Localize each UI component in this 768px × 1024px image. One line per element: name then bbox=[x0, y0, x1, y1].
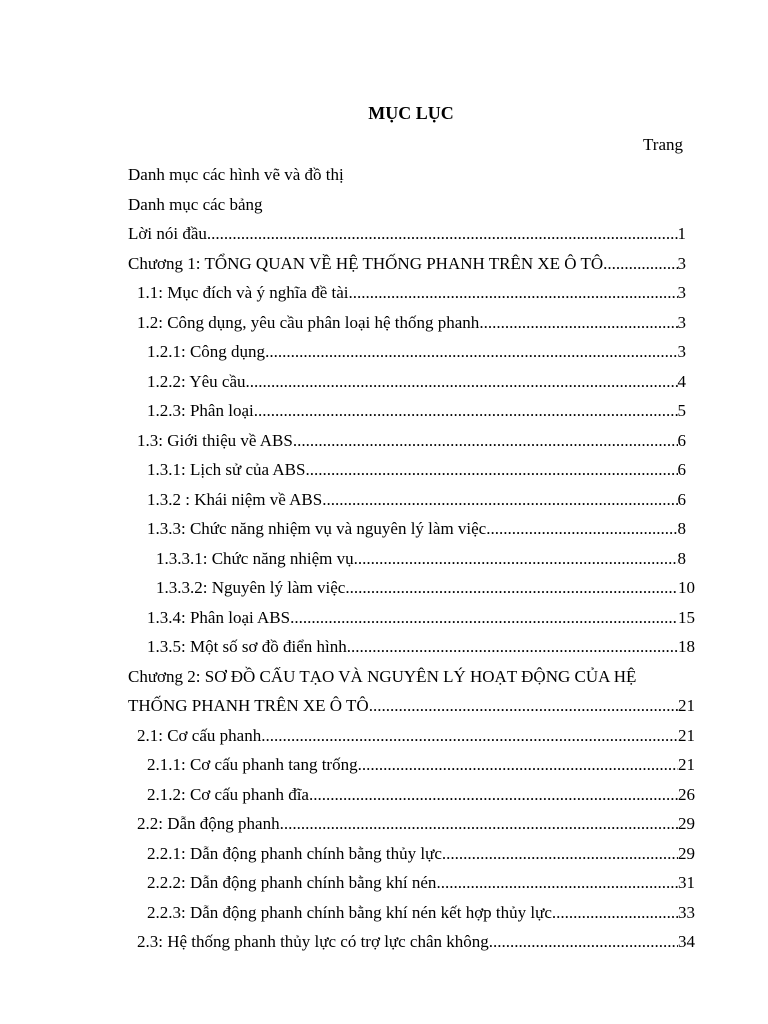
toc-page-number: 21 bbox=[678, 696, 695, 715]
toc-page-number: 33 bbox=[678, 902, 695, 922]
toc-dot-leader bbox=[345, 577, 678, 599]
toc-entry bbox=[0, 223, 686, 253]
toc-dot-leader bbox=[442, 843, 678, 865]
toc-dot-leader bbox=[552, 902, 678, 924]
toc-entry-title: 1.3: Giới thiệu về ABS bbox=[137, 430, 293, 450]
toc-dot-leader bbox=[261, 725, 678, 747]
toc-entry bbox=[0, 312, 686, 342]
toc-page-number: 4 bbox=[677, 371, 686, 391]
toc-dot-leader bbox=[322, 489, 677, 511]
toc-entry bbox=[0, 666, 768, 696]
toc-entry bbox=[0, 843, 695, 873]
toc-entry bbox=[0, 518, 686, 548]
toc-page-number: 29 bbox=[678, 814, 695, 833]
toc-dot-leader bbox=[309, 784, 678, 806]
toc-entry bbox=[0, 725, 695, 755]
toc-entry-title: 1.2: Công dụng, yêu cầu phân loại hệ thống phanh bbox=[137, 312, 480, 332]
toc-entry-title: 1.2.1: Công dụng bbox=[147, 342, 266, 361]
toc-dot-leader bbox=[354, 548, 678, 570]
toc-entry bbox=[0, 695, 695, 725]
toc-entry-title: 1.2.2: Yêu cầu bbox=[147, 371, 246, 391]
toc-page-number: 6 bbox=[677, 430, 686, 450]
toc-dot-leader bbox=[290, 607, 678, 629]
toc-page-number: 8 bbox=[677, 519, 686, 538]
toc-dot-leader bbox=[265, 341, 677, 363]
toc-page-number: 29 bbox=[678, 843, 695, 863]
toc-entry-title: 1.3.2 : Khái niệm về ABS bbox=[147, 489, 323, 509]
toc-page-number: 15 bbox=[678, 607, 695, 627]
toc-page-number: 8 bbox=[677, 548, 686, 568]
toc-entry-title: 1.3.3.1: Chức năng nhiệm vụ bbox=[156, 548, 354, 568]
toc-dot-leader bbox=[369, 695, 678, 717]
toc-entry-title: Chương 1: TỔNG QUAN VỀ HỆ THỐNG PHANH TRÊN XE Ô TÔ bbox=[128, 253, 604, 273]
toc-entry-title: 2.1.1: Cơ cấu phanh tang trống bbox=[147, 755, 358, 774]
toc-page-number: 3 bbox=[677, 342, 686, 361]
toc-dot-leader bbox=[207, 223, 678, 245]
toc-entry bbox=[0, 164, 768, 194]
toc-entry bbox=[0, 754, 695, 784]
toc-entry bbox=[0, 489, 686, 519]
toc-page-number: 3 bbox=[677, 312, 686, 332]
toc-page-number: 26 bbox=[678, 784, 695, 804]
toc-entry-title: Lời nói đầu bbox=[128, 224, 207, 243]
toc-page-number: 1 bbox=[677, 224, 686, 243]
toc-dot-leader bbox=[347, 636, 678, 658]
toc-entry-title: 2.2: Dẫn động phanh bbox=[137, 814, 280, 833]
toc-entry bbox=[0, 931, 695, 961]
toc-page-number: 21 bbox=[678, 755, 695, 774]
toc-page-number: 3 bbox=[677, 283, 686, 302]
toc-page-number: 31 bbox=[678, 873, 695, 892]
toc-entry bbox=[0, 636, 695, 666]
toc-entry-title: 1.3.3.2: Nguyên lý làm việc bbox=[156, 578, 346, 597]
toc-entry bbox=[0, 194, 768, 224]
toc-entry-title: 2.1: Cơ cấu phanh bbox=[137, 725, 262, 745]
toc-entry-title: 2.3: Hệ thống phanh thủy lực có trợ lực chân không bbox=[137, 932, 489, 951]
toc-entry bbox=[0, 577, 695, 607]
toc-dot-leader bbox=[489, 931, 678, 953]
toc-entry bbox=[0, 371, 686, 401]
toc-page-number: 6 bbox=[677, 489, 686, 509]
toc-entry-title: Chương 2: SƠ ĐỒ CẤU TẠO VÀ NGUYÊN LÝ HOẠT ĐỘNG CỦA HỆ bbox=[128, 666, 637, 686]
toc-entry-title: 1.1: Mục đích và ý nghĩa đề tài bbox=[137, 283, 349, 302]
toc-dot-leader bbox=[479, 312, 677, 334]
toc-dot-leader bbox=[293, 430, 678, 452]
page-column-header: Trang bbox=[643, 135, 683, 154]
toc-dot-leader bbox=[349, 282, 678, 304]
toc-entry-title: THỐNG PHANH TRÊN XE Ô TÔ bbox=[128, 696, 369, 715]
toc-dot-leader bbox=[254, 400, 678, 422]
toc-entry-title: 1.2.3: Phân loại bbox=[147, 401, 254, 420]
toc-entry bbox=[0, 459, 686, 489]
toc-dot-leader bbox=[486, 518, 677, 540]
toc-dot-leader bbox=[305, 459, 677, 481]
toc-entry-title: 1.3.3: Chức năng nhiệm vụ và nguyên lý làm việc bbox=[147, 519, 487, 538]
toc-entry-title: 2.2.3: Dẫn động phanh chính bằng khí nén kết hợp thủy lực bbox=[147, 902, 552, 922]
toc-dot-leader bbox=[358, 754, 678, 776]
toc-page-number: 34 bbox=[678, 932, 695, 951]
toc-page-number: 10 bbox=[678, 578, 695, 597]
page-title: MỤC LỤC bbox=[368, 103, 454, 123]
toc-page-number: 3 bbox=[677, 253, 686, 273]
toc-entry bbox=[0, 548, 686, 578]
toc-entry-title: 1.3.5: Một số sơ đồ điển hình bbox=[147, 637, 347, 656]
toc-entry bbox=[0, 607, 695, 637]
toc-entry bbox=[0, 813, 695, 843]
toc-page-number: 18 bbox=[678, 637, 695, 656]
toc-entry bbox=[0, 400, 686, 430]
table-of-contents bbox=[0, 164, 768, 961]
toc-entry-title: Danh mục các hình vẽ và đồ thị bbox=[128, 165, 344, 184]
toc-entry-title: Danh mục các bảng bbox=[128, 194, 263, 214]
toc-dot-leader bbox=[436, 872, 678, 894]
toc-dot-leader bbox=[280, 813, 678, 835]
toc-page-number: 5 bbox=[677, 401, 686, 420]
toc-dot-leader bbox=[246, 371, 678, 393]
toc-entry-title: 1.3.1: Lịch sử của ABS bbox=[147, 460, 306, 479]
toc-entry bbox=[0, 872, 695, 902]
toc-entry bbox=[0, 253, 686, 283]
toc-entry bbox=[0, 784, 695, 814]
toc-entry bbox=[0, 430, 686, 460]
toc-entry bbox=[0, 282, 686, 312]
toc-entry bbox=[0, 902, 695, 932]
toc-page-number: 6 bbox=[677, 460, 686, 479]
toc-entry-title: 2.2.2: Dẫn động phanh chính bằng khí nén bbox=[147, 873, 437, 892]
toc-dot-leader bbox=[603, 253, 677, 275]
toc-entry-title: 1.3.4: Phân loại ABS bbox=[147, 607, 291, 627]
toc-entry bbox=[0, 341, 686, 371]
toc-entry-title: 2.1.2: Cơ cấu phanh đĩa bbox=[147, 784, 309, 804]
toc-entry-title: 2.2.1: Dẫn động phanh chính bằng thủy lực bbox=[147, 843, 442, 863]
toc-page-number: 21 bbox=[678, 725, 695, 745]
